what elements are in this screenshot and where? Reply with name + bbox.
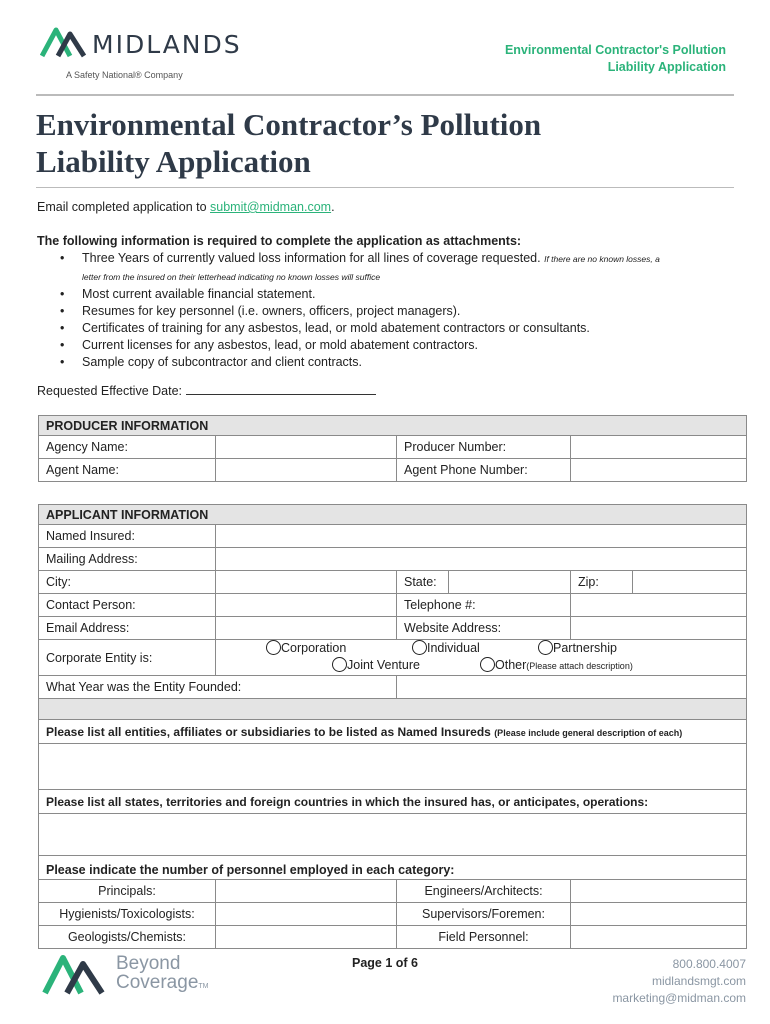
state-field[interactable] <box>449 571 571 594</box>
radio-circle-icon[interactable] <box>412 640 427 655</box>
email-instruction <box>37 200 335 214</box>
list-item-text: Current licenses for any asbestos, lead, or mold abatement contractors. <box>82 338 479 352</box>
other-note: (Please attach description) <box>526 661 633 671</box>
hygienists-label: Hygienists/Toxicologists: <box>39 903 216 926</box>
year-founded-field[interactable] <box>397 676 747 699</box>
header-divider <box>36 94 734 96</box>
radio-label: Partnership <box>553 641 617 655</box>
header-doc-title-line2: Liability Application <box>607 60 726 74</box>
hygienists-field[interactable] <box>216 903 397 926</box>
principals-field[interactable] <box>216 880 397 903</box>
attachments-list <box>60 250 740 371</box>
radio-label: Individual <box>427 641 480 655</box>
page-title-line1: Environmental Contractor’s Pollution <box>36 107 542 142</box>
radio-label: Joint Venture <box>347 658 420 672</box>
applicant-heading: APPLICANT INFORMATION <box>39 505 747 525</box>
radio-corporation[interactable] <box>266 640 346 655</box>
zip-field[interactable] <box>633 571 747 594</box>
page-title-line2: Liability Application <box>36 144 311 179</box>
brand-tagline: A Safety National® Company <box>66 70 183 80</box>
agency-name-label: Agency Name: <box>39 436 216 459</box>
list-item <box>60 354 740 371</box>
entities-question-text: Please list all entities, affiliates or subsidiaries to be listed as Named Insureds <box>46 724 491 739</box>
midlands-logo <box>40 26 270 86</box>
city-label: City: <box>39 571 216 594</box>
telephone-field[interactable] <box>571 594 747 617</box>
list-item <box>60 337 740 354</box>
principals-label: Principals: <box>39 880 216 903</box>
contact-person-field[interactable] <box>216 594 397 617</box>
year-founded-label: What Year was the Entity Founded: <box>39 676 397 699</box>
footer-phone: 800.800.4007 <box>672 957 746 971</box>
midlands-mark-icon <box>40 26 88 58</box>
radio-circle-icon[interactable] <box>266 640 281 655</box>
geologists-label: Geologists/Chemists: <box>39 926 216 949</box>
email-field[interactable] <box>216 617 397 640</box>
producer-number-label: Producer Number: <box>397 436 571 459</box>
list-item-text: Three Years of currently valued loss information for all lines of coverage requested. <box>82 251 541 265</box>
list-item-text: Certificates of training for any asbestos, lead, or mold abatement contractors or consultants. <box>82 321 590 335</box>
corporate-entity-label: Corporate Entity is: <box>39 640 216 676</box>
effective-date-label: Requested Effective Date: <box>37 384 182 398</box>
footer-contact <box>612 956 746 1007</box>
radio-circle-icon[interactable] <box>538 640 553 655</box>
radio-circle-icon[interactable] <box>480 657 495 672</box>
website-field[interactable] <box>571 617 747 640</box>
radio-label: Other <box>495 658 527 672</box>
engineers-label: Engineers/Architects: <box>397 880 571 903</box>
zip-label: Zip: <box>571 571 633 594</box>
corporate-entity-options <box>216 640 747 676</box>
entities-question <box>39 720 747 744</box>
agent-phone-label: Agent Phone Number: <box>397 459 571 482</box>
radio-other[interactable] <box>480 657 633 672</box>
radio-partnership[interactable] <box>538 640 617 655</box>
agent-phone-field[interactable] <box>571 459 747 482</box>
logo-line1: Beyond <box>116 953 181 974</box>
list-item <box>60 320 740 337</box>
named-insured-field[interactable] <box>216 525 747 548</box>
entities-field[interactable] <box>39 744 747 790</box>
list-item-text: Resumes for key personnel (i.e. owners, officers, project managers). <box>82 304 461 318</box>
mailing-address-field[interactable] <box>216 548 747 571</box>
effective-date-row <box>37 384 376 398</box>
supervisors-field[interactable] <box>571 903 747 926</box>
radio-individual[interactable] <box>412 640 480 655</box>
header-doc-title-line1: Environmental Contractor's Pollution <box>504 43 726 57</box>
producer-table <box>38 415 747 482</box>
radio-joint-venture[interactable] <box>332 657 420 672</box>
agent-name-field[interactable] <box>216 459 397 482</box>
brand-name: MIDLANDS <box>92 30 242 59</box>
agency-name-field[interactable] <box>216 436 397 459</box>
submit-email-link[interactable]: submit@midman.com <box>210 200 332 214</box>
contact-person-label: Contact Person: <box>39 594 216 617</box>
radio-label: Corporation <box>281 641 347 655</box>
loss-note: If there are no known losses, a <box>544 254 660 264</box>
attachments-heading: The following information is required to complete the application as attachments: <box>37 234 522 248</box>
field-personnel-label: Field Personnel: <box>397 926 571 949</box>
page-title <box>36 106 541 180</box>
list-item-text: Most current available financial statement. <box>82 287 316 301</box>
state-label: State: <box>397 571 449 594</box>
entities-note: (Please include general description of each) <box>494 727 683 738</box>
logo-line2: Coverage <box>116 972 199 993</box>
loss-note-line2: letter from the insured on their letterhead indicating no known losses will suffice <box>82 272 381 282</box>
named-insured-label: Named Insured: <box>39 525 216 548</box>
effective-date-field[interactable] <box>186 385 376 395</box>
personnel-question: Please indicate the number of personnel employed in each category: <box>39 856 747 880</box>
list-item-text: Sample copy of subcontractor and client contracts. <box>82 355 363 369</box>
list-item <box>60 286 740 303</box>
supervisors-label: Supervisors/Foremen: <box>397 903 571 926</box>
trademark: TM <box>198 983 209 990</box>
spacer-row <box>39 699 747 720</box>
email-instruction-text: Email completed application to <box>37 200 211 214</box>
producer-number-field[interactable] <box>571 436 747 459</box>
agent-name-label: Agent Name: <box>39 459 216 482</box>
header-doc-title <box>505 42 726 76</box>
states-question: Please list all states, territories and foreign countries in which the insured has, or anticipates, operations: <box>39 790 747 814</box>
states-field[interactable] <box>39 814 747 856</box>
email-label: Email Address: <box>39 617 216 640</box>
website-label: Website Address: <box>397 617 571 640</box>
mailing-address-label: Mailing Address: <box>39 548 216 571</box>
engineers-field[interactable] <box>571 880 747 903</box>
page-number: Page 1 of 6 <box>352 956 418 970</box>
producer-heading: PRODUCER INFORMATION <box>39 416 747 436</box>
list-item <box>60 303 740 320</box>
telephone-label: Telephone #: <box>397 594 571 617</box>
title-divider <box>36 187 734 188</box>
geologists-field[interactable] <box>216 926 397 949</box>
list-item <box>60 250 740 286</box>
city-field[interactable] <box>216 571 397 594</box>
radio-circle-icon[interactable] <box>332 657 347 672</box>
field-personnel-field[interactable] <box>571 926 747 949</box>
applicant-table <box>38 504 747 949</box>
footer-email[interactable]: marketing@midman.com <box>612 991 746 1005</box>
email-instruction-suffix: . <box>331 200 335 214</box>
footer-website[interactable]: midlandsmgt.com <box>651 974 746 988</box>
